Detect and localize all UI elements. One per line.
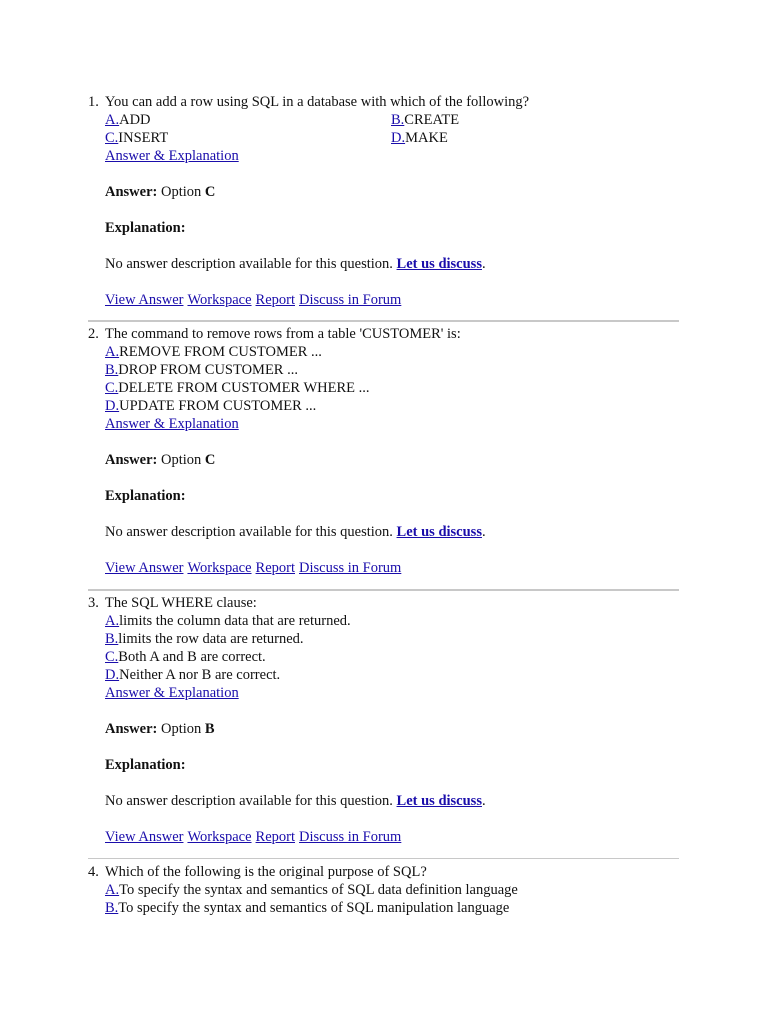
- option-a-text: To specify the syntax and semantics of SQL data definition language: [119, 882, 518, 898]
- option-c-text: INSERT: [118, 130, 169, 146]
- view-answer-link[interactable]: View Answer: [105, 829, 184, 845]
- question-number: 3.: [88, 595, 99, 611]
- option-b-text: DROP FROM CUSTOMER ...: [118, 362, 298, 378]
- answer-label: Answer:: [105, 452, 158, 468]
- explanation-text: No answer description available for this question.: [105, 256, 393, 272]
- option-a-text: limits the column data that are returned.: [119, 613, 351, 629]
- option-d-link[interactable]: D.: [391, 130, 406, 146]
- question-number: 2.: [88, 326, 99, 342]
- divider: [88, 858, 679, 859]
- explanation-text: No answer description available for this question.: [105, 524, 393, 540]
- view-answer-link[interactable]: View Answer: [105, 292, 184, 308]
- answer-prefix: Option: [160, 184, 202, 200]
- option-b-text: limits the row data are returned.: [118, 631, 304, 647]
- option-d: [391, 129, 448, 147]
- answer-prefix: Option: [160, 452, 202, 468]
- divider: [88, 589, 679, 591]
- question-text: Which of the following is the original purpose of SQL?: [105, 864, 427, 880]
- answer-explanation-link[interactable]: Answer & Explanation: [105, 416, 239, 432]
- option-d-text: Neither A nor B are correct.: [119, 667, 281, 683]
- question-3: [88, 594, 680, 846]
- discuss-in-forum-link[interactable]: Discuss in Forum: [299, 829, 402, 845]
- answer-line: [105, 720, 680, 738]
- discuss-in-forum-link[interactable]: Discuss in Forum: [299, 292, 402, 308]
- question-4-text-line: [88, 863, 680, 881]
- question-2: [88, 325, 680, 577]
- question-footer-links: [105, 828, 680, 846]
- answer-line: [105, 451, 680, 469]
- question-number: 1.: [88, 94, 99, 110]
- let-us-discuss-link[interactable]: Let us discuss: [396, 524, 482, 540]
- option-a-link[interactable]: A.: [105, 882, 120, 898]
- question-4: [88, 863, 680, 917]
- option-d-text: UPDATE FROM CUSTOMER ...: [119, 398, 317, 414]
- option-a-link[interactable]: A.: [105, 344, 120, 360]
- answer-option: B: [204, 721, 215, 737]
- discuss-suffix: .: [481, 256, 486, 272]
- divider: [88, 320, 679, 322]
- workspace-link[interactable]: Workspace: [187, 829, 252, 845]
- option-b: [391, 111, 459, 129]
- question-footer-links: [105, 291, 680, 309]
- question-text: The SQL WHERE clause:: [105, 595, 257, 611]
- option-c-text: Both A and B are correct.: [118, 649, 266, 665]
- answer-option: C: [204, 184, 216, 200]
- option-c-link[interactable]: C.: [105, 130, 119, 146]
- explanation-line: [105, 523, 680, 541]
- workspace-link[interactable]: Workspace: [187, 292, 252, 308]
- discuss-suffix: .: [481, 524, 486, 540]
- explanation-line: [105, 792, 680, 810]
- answer-label: Answer:: [105, 184, 158, 200]
- option-b-link[interactable]: B.: [391, 112, 405, 128]
- workspace-link[interactable]: Workspace: [187, 560, 252, 576]
- answer-line: [105, 183, 680, 201]
- options-row-1: [105, 111, 680, 129]
- option-c: [105, 379, 680, 397]
- option-b-link[interactable]: B.: [105, 900, 119, 916]
- option-b: [105, 361, 680, 379]
- explanation-label: Explanation:: [105, 220, 186, 236]
- answer-option: C: [204, 452, 216, 468]
- view-answer-link[interactable]: View Answer: [105, 560, 184, 576]
- option-a: [105, 881, 680, 899]
- option-d-link[interactable]: D.: [105, 667, 120, 683]
- option-d-link[interactable]: D.: [105, 398, 120, 414]
- question-1-text-line: [88, 93, 680, 111]
- let-us-discuss-link[interactable]: Let us discuss: [396, 793, 482, 809]
- option-c-text: DELETE FROM CUSTOMER WHERE ...: [118, 380, 370, 396]
- option-c: [105, 130, 168, 146]
- question-footer-links: [105, 559, 680, 577]
- option-a: [105, 112, 151, 128]
- option-a-link[interactable]: A.: [105, 112, 120, 128]
- let-us-discuss-link[interactable]: Let us discuss: [396, 256, 482, 272]
- explanation-label: Explanation:: [105, 488, 186, 504]
- answer-label: Answer:: [105, 721, 158, 737]
- explanation-text: No answer description available for this question.: [105, 793, 393, 809]
- option-b-text: To specify the syntax and semantics of SQL manipulation language: [118, 900, 510, 916]
- answer-explanation-link[interactable]: Answer & Explanation: [105, 148, 239, 164]
- report-link[interactable]: Report: [255, 560, 295, 576]
- option-d-text: MAKE: [405, 130, 448, 146]
- option-a: [105, 612, 680, 630]
- options-row-2: [105, 129, 680, 147]
- explanation-label: Explanation:: [105, 757, 186, 773]
- answer-prefix: Option: [160, 721, 202, 737]
- question-text: You can add a row using SQL in a database with which of the following?: [105, 94, 530, 110]
- report-link[interactable]: Report: [255, 829, 295, 845]
- explanation-line: [105, 255, 680, 273]
- option-c-link[interactable]: C.: [105, 649, 119, 665]
- option-a-text: REMOVE FROM CUSTOMER ...: [119, 344, 322, 360]
- option-d: [105, 666, 680, 684]
- option-b: [105, 899, 680, 917]
- discuss-suffix: .: [481, 793, 486, 809]
- option-c: [105, 648, 680, 666]
- option-d: [105, 397, 680, 415]
- question-number: 4.: [88, 864, 99, 880]
- option-b: [105, 630, 680, 648]
- question-1: [88, 93, 680, 309]
- question-text: The command to remove rows from a table 'CUSTOMER' is:: [105, 326, 461, 342]
- option-c-link[interactable]: C.: [105, 380, 119, 396]
- option-a-link[interactable]: A.: [105, 613, 120, 629]
- option-b-link[interactable]: B.: [105, 362, 119, 378]
- option-b-text: CREATE: [404, 112, 460, 128]
- report-link[interactable]: Report: [255, 292, 295, 308]
- option-a-text: ADD: [119, 112, 151, 128]
- option-b-link[interactable]: B.: [105, 631, 119, 647]
- discuss-in-forum-link[interactable]: Discuss in Forum: [299, 560, 402, 576]
- answer-explanation-link[interactable]: Answer & Explanation: [105, 685, 239, 701]
- option-a: [105, 343, 680, 361]
- question-2-text-line: [88, 325, 680, 343]
- question-3-text-line: [88, 594, 680, 612]
